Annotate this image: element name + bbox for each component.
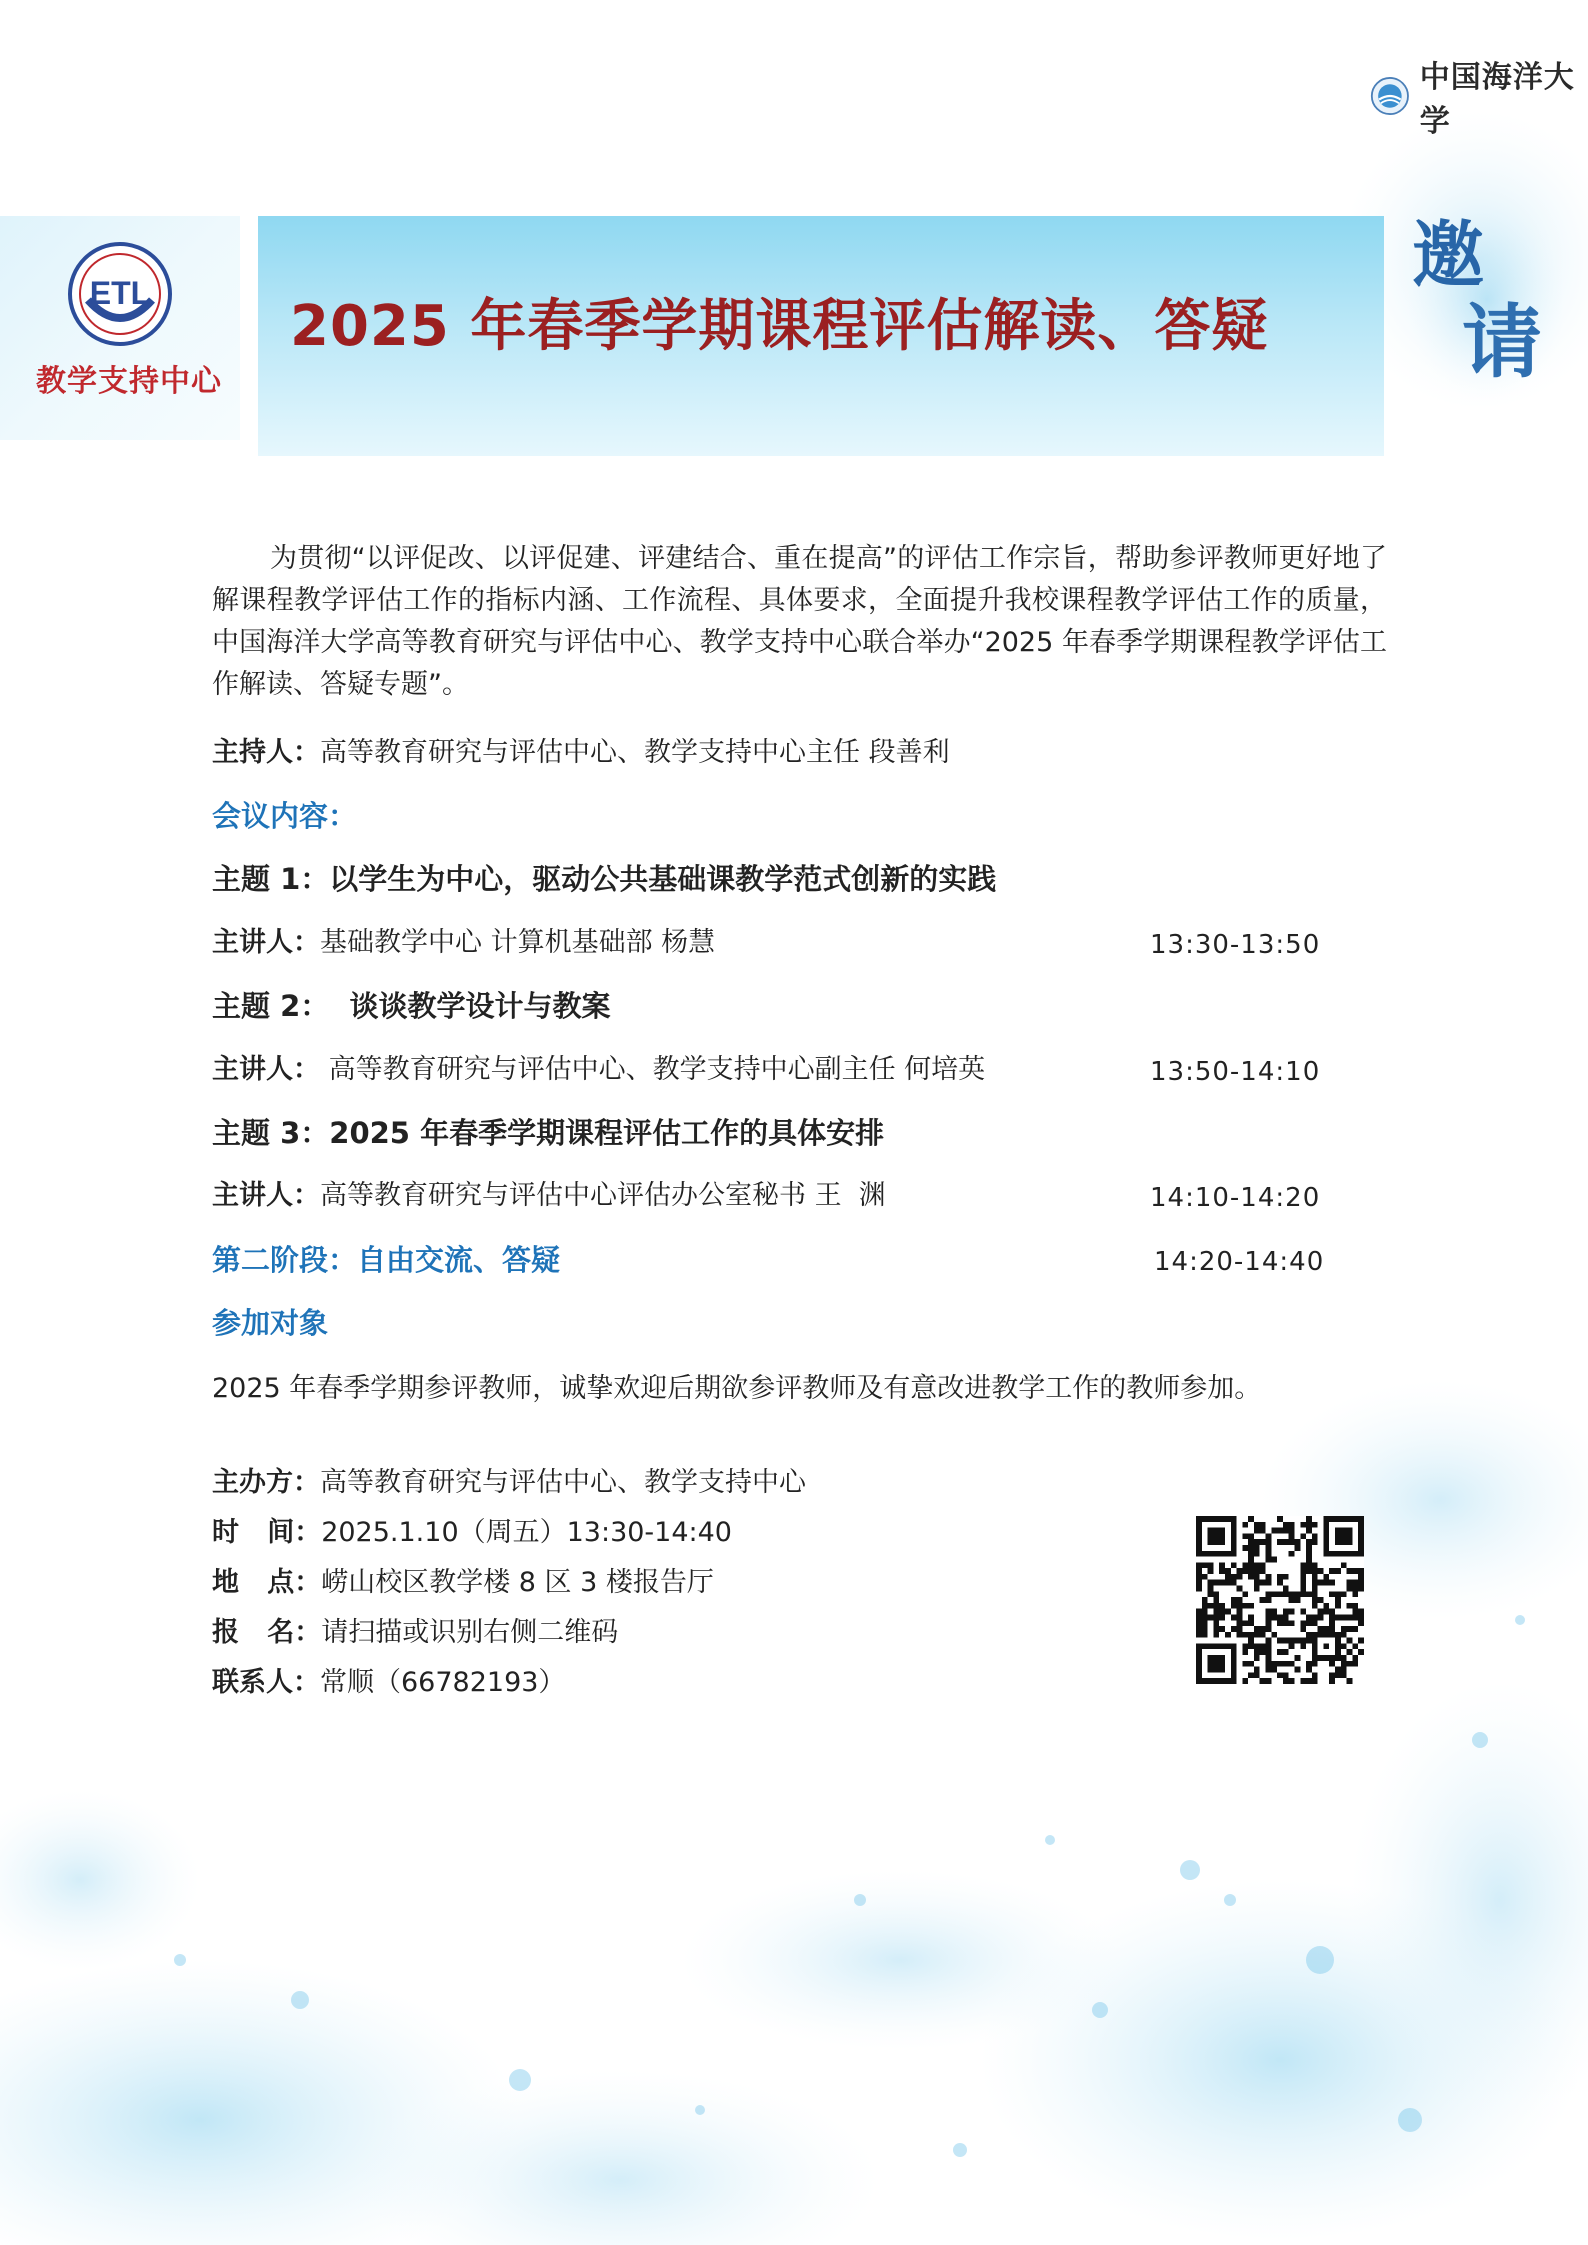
topic-time: 13:50-14:10 [1150, 1057, 1321, 1087]
etl-logo-text: ETL [89, 275, 151, 311]
detail-time [212, 1512, 732, 1554]
agenda-heading: 会议内容： [212, 799, 358, 833]
detail-label: 联系人： [212, 1667, 320, 1698]
topic-time: 13:30-13:50 [1150, 930, 1321, 960]
detail-value: 2025.1.10（周五）13:30-14:40 [321, 1517, 732, 1548]
university-logo [1370, 52, 1588, 140]
phase2-label: 第二阶段：自由交流、答疑 [212, 1243, 561, 1277]
invite-calligraphy-art [1392, 190, 1562, 400]
detail-registration [212, 1612, 618, 1654]
intro-paragraph: 为贯彻“以评促改、以评促建、评建结合、重在提高”的评估工作宗旨，帮助参评教师更好地了解课程教学评估工作的指标内涵、工作流程、具体要求，全面提升我校课程教学评估工作的质量，中国海洋大学高等教育研究与评估中心、教学支持中心联合举办“2025 年春季学期课程教学评估工作解读、答疑专题”。 [212, 543, 1387, 700]
speaker-line [212, 1049, 985, 1091]
speaker-name: 高等教育研究与评估中心评估办公室秘书 王 渊 [320, 1180, 886, 1211]
detail-value: 崂山校区教学楼 8 区 3 楼报告厅 [321, 1567, 714, 1598]
detail-organizer [212, 1462, 806, 1504]
speaker-label: 主讲人： [212, 1054, 320, 1085]
speaker-line [212, 1175, 886, 1217]
topic-title: 主题 3：2025 年春季学期课程评估工作的具体安排 [212, 1116, 885, 1150]
university-name: 中国海洋大学 [1419, 60, 1575, 139]
host-line [212, 732, 950, 774]
detail-value: 高等教育研究与评估中心、教学支持中心 [320, 1467, 806, 1498]
speaker-name: 基础教学中心 计算机基础部 杨慧 [320, 927, 716, 958]
speaker-name: 高等教育研究与评估中心、教学支持中心副主任 何培英 [320, 1054, 986, 1085]
invite-char: 邀 [1412, 212, 1485, 297]
detail-contact [212, 1662, 565, 1704]
invite-char: 请 [1462, 295, 1542, 389]
university-emblem-icon [1370, 74, 1410, 118]
topic-title: 主题 2： 谈谈教学设计与教案 [212, 989, 611, 1023]
detail-value: 请扫描或识别右侧二维码 [321, 1617, 619, 1648]
phase2-time: 14:20-14:40 [1154, 1247, 1325, 1277]
speaker-label: 主讲人： [212, 927, 320, 958]
host-label: 主持人： [212, 737, 320, 768]
topic-time: 14:10-14:20 [1150, 1183, 1321, 1213]
speaker-line [212, 922, 715, 964]
qr-code-icon[interactable] [1196, 1516, 1364, 1684]
topic-title: 主题 1：以学生为中心，驱动公共基础课教学范式创新的实践 [212, 862, 997, 896]
audience-text: 2025 年春季学期参评教师，诚挚欢迎后期欲参评教师及有意改进教学工作的教师参加。 [212, 1373, 1262, 1404]
detail-label: 报 名： [212, 1617, 322, 1648]
speaker-label: 主讲人： [212, 1180, 320, 1211]
audience-heading: 参加对象 [212, 1306, 329, 1340]
page-title: 2025 年春季学期课程评估解读、答疑 [290, 294, 1269, 359]
detail-label: 主办方： [212, 1467, 320, 1498]
detail-location [212, 1562, 714, 1604]
center-name: 教学支持中心 [36, 364, 222, 399]
detail-value: 常顺（66782193） [320, 1667, 566, 1698]
host-value: 高等教育研究与评估中心、教学支持中心主任 段善利 [320, 737, 950, 768]
etl-logo-icon [66, 240, 174, 348]
detail-label: 地 点： [212, 1567, 322, 1598]
detail-label: 时 间： [212, 1517, 322, 1548]
